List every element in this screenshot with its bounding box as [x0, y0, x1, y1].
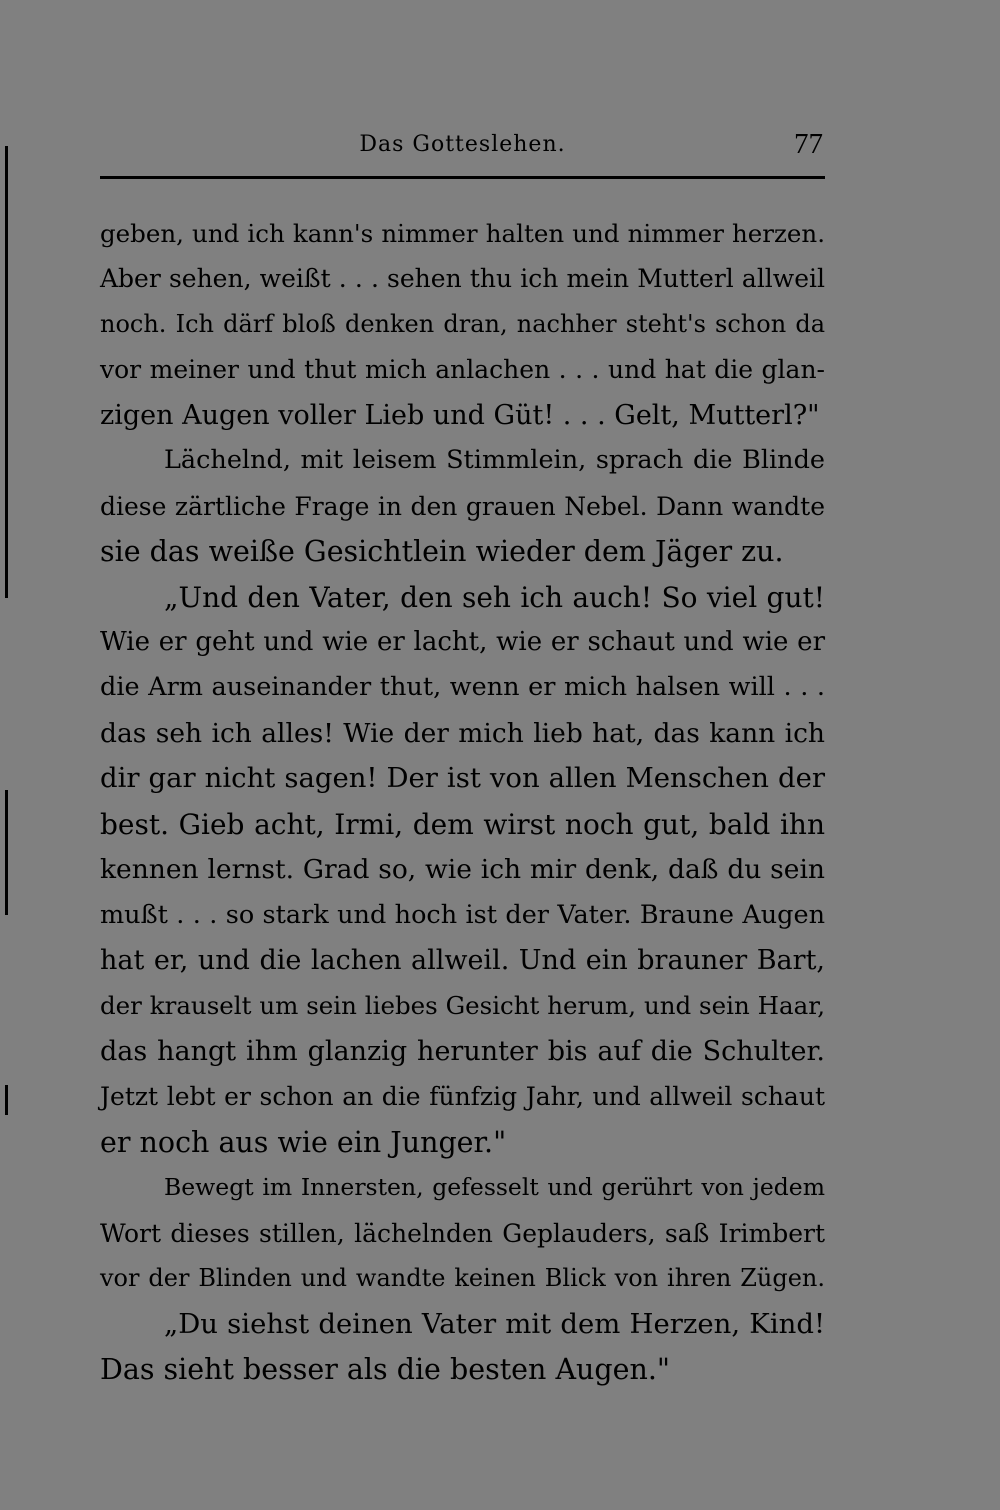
binding-edge-mark [5, 790, 8, 915]
text-line: zigen Augen voller Lieb und Güt! . . . Gelt, Mutterl?" [100, 399, 820, 431]
text-line: Wie er geht und wie er lacht, wie er schaut und wie er [100, 626, 825, 657]
header-rule [100, 176, 825, 179]
text-line: sie das weiße Gesichtlein wieder dem Jäger zu. [100, 535, 784, 569]
running-title: Das Gotteslehen. [359, 132, 566, 157]
text-line: Bewegt im Innersten, gefesselt und gerührt von jedem [164, 1173, 825, 1202]
text-line: vor meiner und thut mich anlachen . . . und hat die glan- [100, 355, 825, 385]
text-line: vor der Blinden und wandte keinen Blick von ihren Zügen. [100, 1264, 825, 1293]
text-line: das seh ich alles! Wie der mich lieb hat, das kann ich [100, 717, 825, 749]
page-number: 77 [794, 128, 823, 160]
text-line: „Du siehst deinen Vater mit dem Herzen, Kind! [164, 1307, 825, 1340]
text-line: mußt . . . so stark und hoch ist der Vater. Braune Augen [100, 899, 825, 930]
text-line: Das sieht besser als die besten Augen." [100, 1352, 671, 1386]
text-line: Jetzt lebt er schon an die fünfzig Jahr, und allweil schaut [100, 1082, 825, 1112]
text-line: Aber sehen, weißt . . . sehen thu ich mein Mutterl allweil [100, 264, 825, 294]
text-line: geben, und ich kann's nimmer halten und nimmer herzen. [100, 219, 825, 248]
text-line: Lächelnd, mit leisem Stimmlein, sprach die Blinde [164, 445, 825, 476]
text-line: hat er, und die lachen allweil. Und ein brauner Bart, [100, 945, 825, 976]
text-line: „Und den Vater, den seh ich auch! So viel gut! [164, 580, 825, 614]
text-line: die Arm auseinander thut, wenn er mich halsen will . . . [100, 672, 825, 703]
text-line: der krauselt um sein liebes Gesicht herum, und sein Haar, [100, 991, 825, 1021]
text-line: er noch aus wie ein Junger." [100, 1125, 507, 1159]
text-line: kennen lernst. Grad so, wie ich mir denk, daß du sein [100, 854, 825, 886]
text-line: dir gar nicht sagen! Der ist von allen Menschen der [100, 762, 825, 795]
binding-edge-mark [5, 146, 8, 598]
text-line: noch. Ich därf bloß denken dran, nachher steht's schon da [100, 309, 825, 338]
text-line: Wort dieses stillen, lächelnden Geplauders, saß Irimbert [100, 1218, 825, 1248]
text-line: das hangt ihm glanzig herunter bis auf die Schulter. [100, 1035, 825, 1067]
text-line: diese zärtliche Frage in den grauen Nebel. Dann wandte [100, 491, 825, 521]
body-text [100, 211, 825, 1392]
text-line: best. Gieb acht, Irmi, dem wirst noch gut, bald ihn [100, 807, 825, 841]
binding-edge-mark [5, 1085, 8, 1115]
running-head [100, 128, 825, 168]
